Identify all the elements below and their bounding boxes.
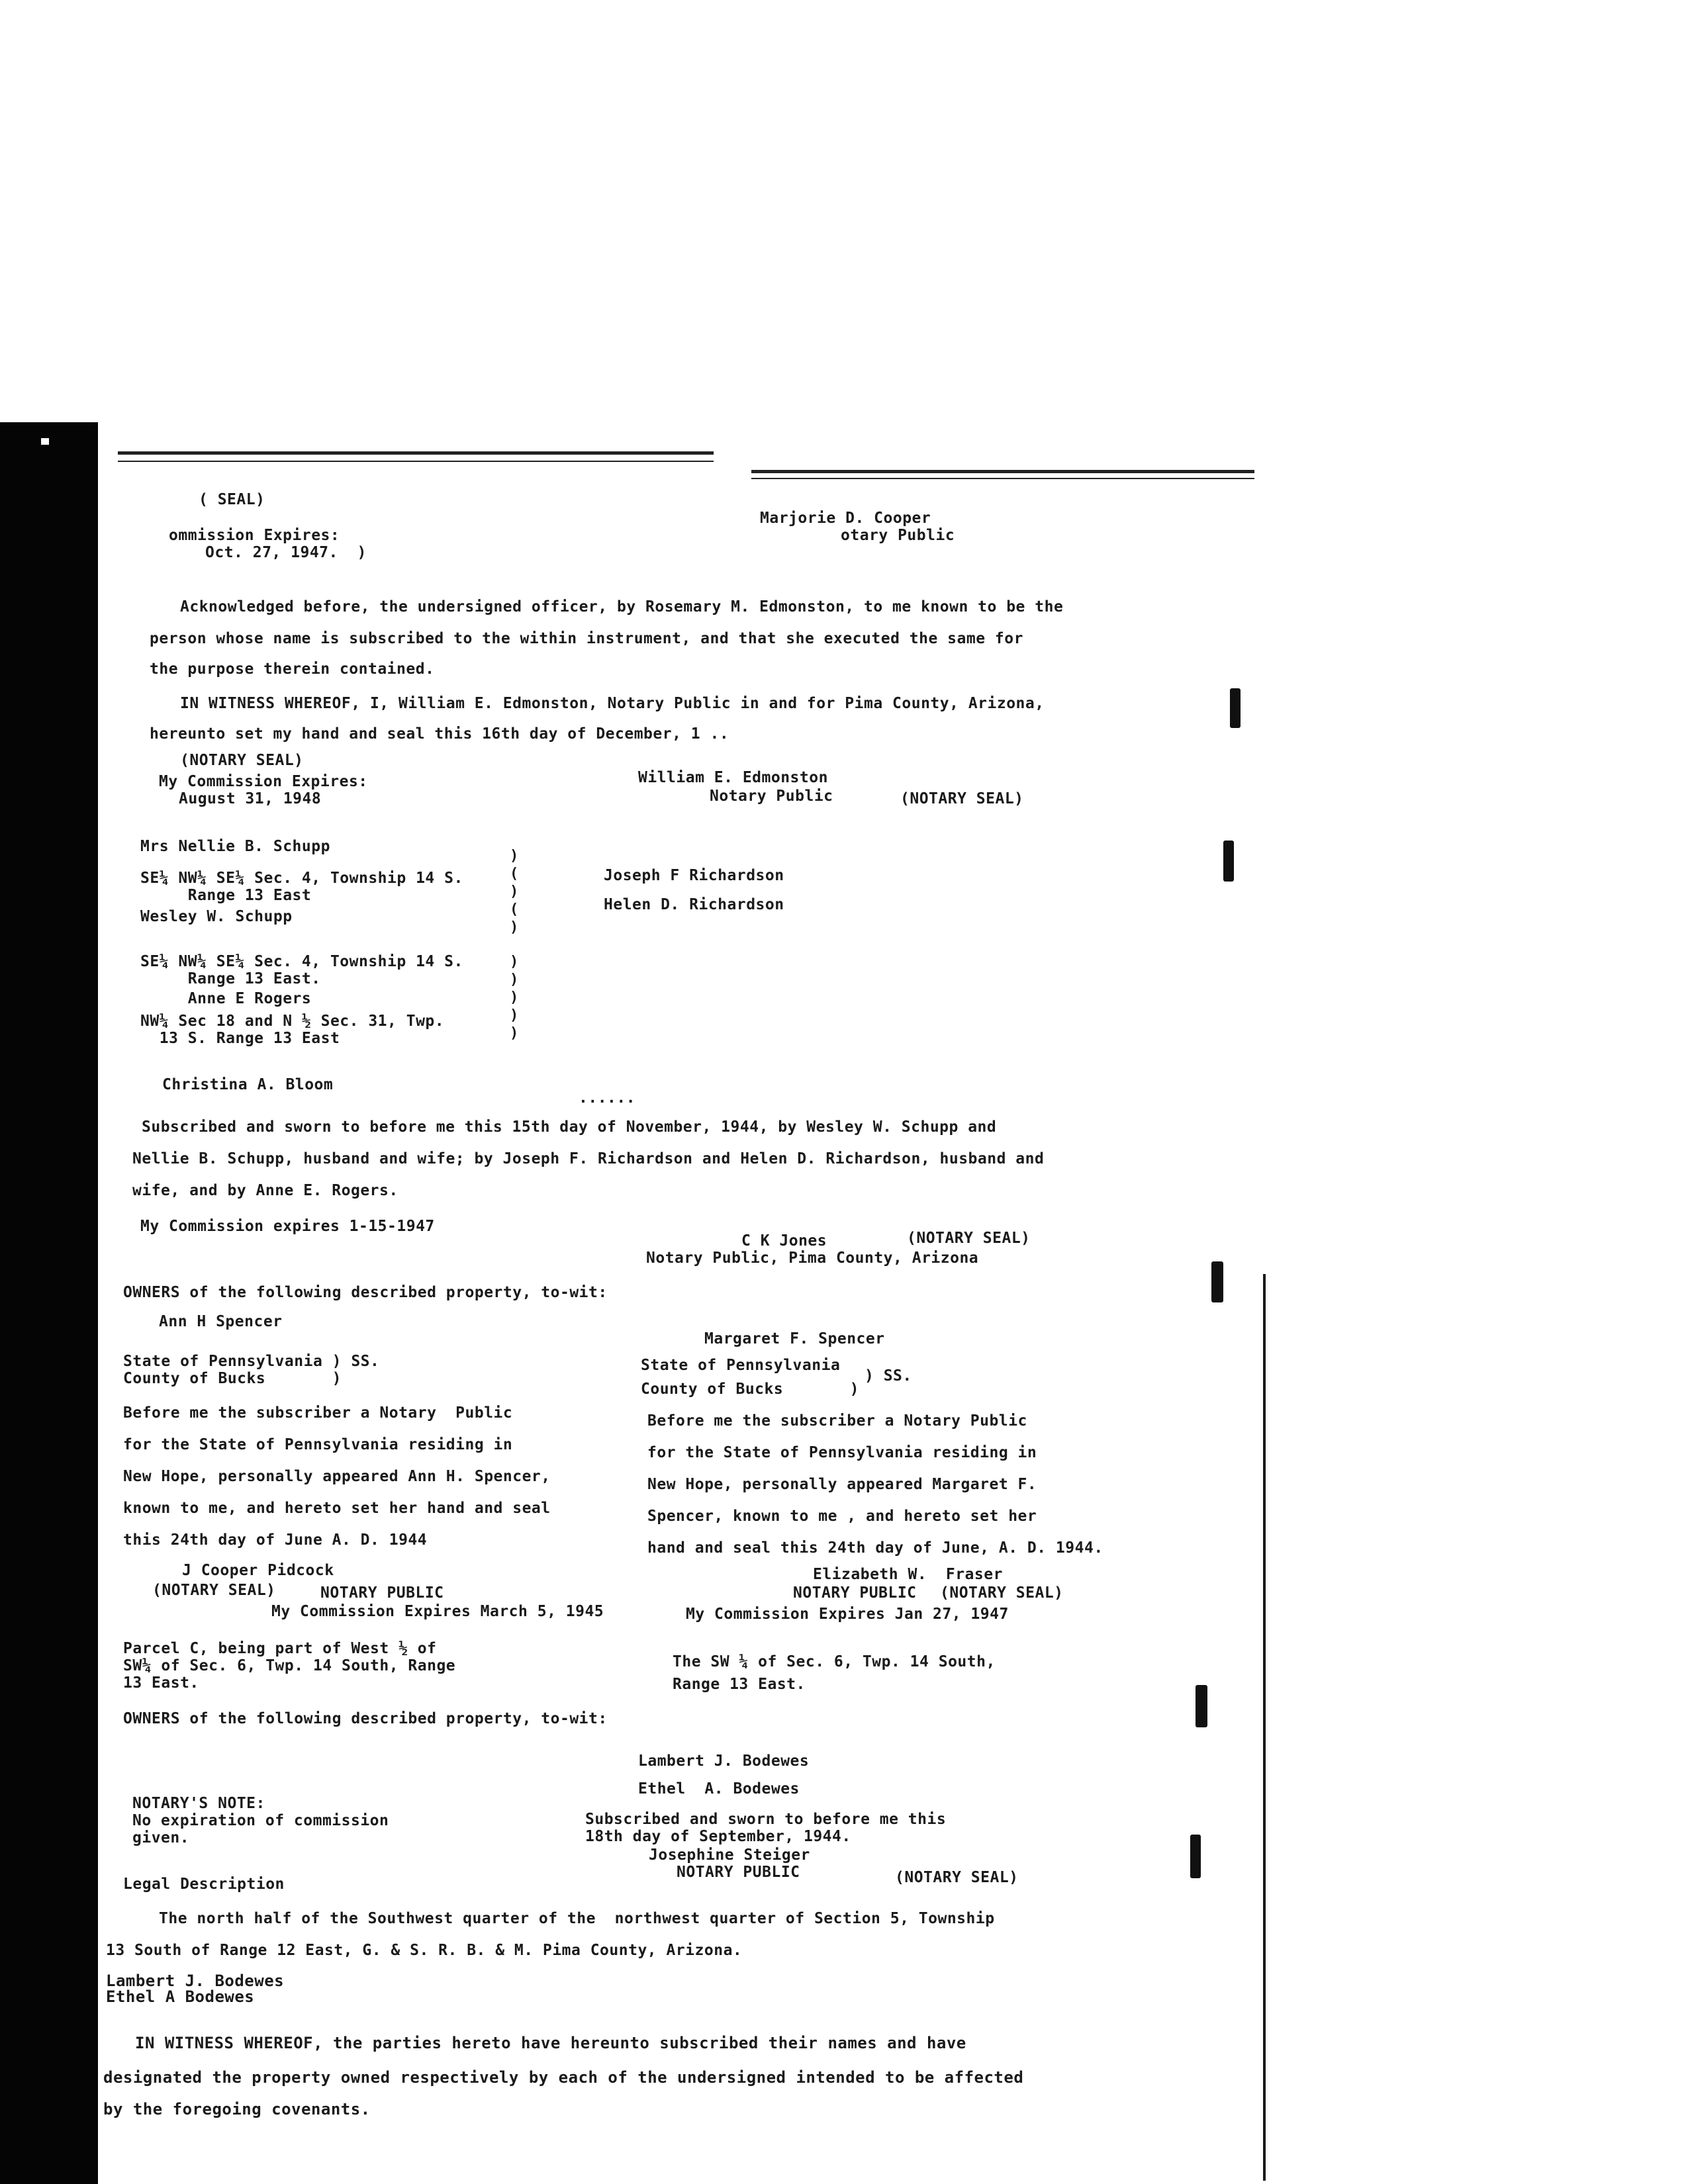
top-rule-right <box>751 470 1254 473</box>
notary-seal: (NOTARY SEAL) <box>900 790 1024 807</box>
top-rule-right-thin <box>751 478 1254 479</box>
notary-body-line: New Hope, personally appeared Ann H. Spencer, <box>123 1468 551 1485</box>
notary-seal: (NOTARY SEAL) <box>895 1869 1019 1886</box>
sworn-line-3: wife, and by Anne E. Rogers. <box>132 1182 399 1199</box>
margin-mark <box>1230 688 1241 728</box>
scan-right-edge-line <box>1263 1274 1266 2181</box>
top-rule-left <box>118 451 714 455</box>
signature-line: Lambert J. Bodewes <box>106 1972 285 1990</box>
schupp-line: Wesley W. Schupp <box>140 908 293 925</box>
commission-label: ommission Expires: <box>169 527 340 544</box>
final-line-1: IN WITNESS WHEREOF, the parties hereto have hereunto subscribed their names and have <box>135 2034 966 2052</box>
signer-name: Christina A. Bloom <box>162 1076 334 1093</box>
scan-edge-shadow <box>0 422 98 2184</box>
signer-name: Margaret F. Spencer <box>704 1330 885 1347</box>
notary-body-line: this 24th day of June A. D. 1944 <box>123 1531 428 1549</box>
notary-body-line: New Hope, personally appeared Margaret F. <box>647 1476 1037 1493</box>
state-line: State of Pennsylvania ) SS. <box>123 1353 380 1370</box>
notary-name: J Cooper Pidcock <box>182 1562 334 1579</box>
state-line: State of Pennsylvania <box>641 1357 841 1374</box>
notary-name: C K Jones <box>741 1232 827 1250</box>
notary-seal: (NOTARY SEAL) <box>907 1230 1031 1247</box>
schupp-line: Mrs Nellie B. Schupp <box>140 838 330 855</box>
notary-body-line: Spencer, known to me , and hereto set her <box>647 1508 1037 1525</box>
signer-name: Ethel A. Bodewes <box>638 1780 800 1797</box>
seal-label: (NOTARY SEAL) <box>180 752 304 769</box>
signer-name: Ann H Spencer <box>159 1313 283 1330</box>
signer-name: Joseph F Richardson <box>604 867 784 884</box>
legal-line-1: The north half of the Southwest quarter of the northwest quarter of Section 5, Township <box>159 1910 995 1927</box>
commission-label: My Commission Expires March 5, 1945 <box>271 1603 604 1620</box>
notary-note: NOTARY'S NOTE: <box>132 1795 265 1812</box>
margin-mark <box>1190 1835 1201 1878</box>
ss-mark: ) SS. <box>865 1367 912 1385</box>
schupp-line: 13 S. Range 13 East <box>140 1030 340 1047</box>
sworn-line-1: Subscribed and sworn to before me this 15th day of November, 1944, by Wesley W. Schupp and <box>142 1118 997 1136</box>
commission-label: My Commission Expires: <box>159 773 368 790</box>
notary-body-line: known to me, and hereto set her hand and seal <box>123 1500 551 1517</box>
notary-body-line: for the State of Pennsylvania residing in <box>123 1436 513 1453</box>
notary-seal: (NOTARY SEAL) <box>152 1582 276 1599</box>
ack-line-3: the purpose therein contained. <box>150 660 435 678</box>
schupp-line: SE¼ NW¼ SE¼ Sec. 4, Township 14 S. <box>140 870 463 887</box>
parcel-line: Parcel C, being part of West ½ of <box>123 1640 437 1657</box>
notary-name: William E. Edmonston <box>638 769 828 786</box>
notary-body-line: Before me the subscriber a Notary Public <box>647 1412 1027 1430</box>
owners-heading: OWNERS of the following described property, to-wit: <box>123 1284 608 1301</box>
schupp-line: SE¼ NW¼ SE¼ Sec. 4, Township 14 S. <box>140 953 463 970</box>
sworn-line: 18th day of September, 1944. <box>585 1828 851 1845</box>
notary-name: Marjorie D. Cooper <box>760 510 931 527</box>
witness-line-2: hereunto set my hand and seal this 16th day of December, 1 .. <box>150 725 729 743</box>
notary-note: No expiration of commission <box>132 1812 389 1829</box>
notary-name: Josephine Steiger <box>649 1846 810 1864</box>
seal-label: ( SEAL) <box>199 491 265 508</box>
schupp-line: NW¼ Sec 18 and N ½ Sec. 31, Twp. <box>140 1013 445 1030</box>
parcel-line: SW¼ of Sec. 6, Twp. 14 South, Range <box>123 1657 456 1674</box>
commission-date: Oct. 27, 1947. ) <box>205 544 367 561</box>
commission-label: My Commission expires 1-15-1947 <box>140 1218 435 1235</box>
notary-body-line: for the State of Pennsylvania residing in <box>647 1444 1037 1461</box>
notary-title: NOTARY PUBLIC <box>320 1584 444 1602</box>
county-line: County of Bucks ) <box>123 1370 342 1387</box>
parcel-line: Range 13 East. <box>673 1676 806 1693</box>
top-rule-left-thin <box>118 461 714 462</box>
scan-edge-notch <box>41 438 49 445</box>
signer-name: Helen D. Richardson <box>604 896 784 913</box>
notary-body-line: hand and seal this 24th day of June, A. D. 1944. <box>647 1539 1103 1557</box>
ack-line-2: person whose name is subscribed to the within instrument, and that she executed the same for <box>150 630 1023 647</box>
parcel-line: 13 East. <box>123 1674 199 1692</box>
commission-label: My Commission Expires Jan 27, 1947 <box>686 1606 1009 1623</box>
sworn-line: Subscribed and sworn to before me this <box>585 1811 947 1828</box>
legal-line-2: 13 South of Range 12 East, G. & S. R. B. & M. Pima County, Arizona. <box>106 1942 743 1959</box>
brace-decoration: ) ) ) ) ) <box>510 954 519 1042</box>
notary-name: Elizabeth W. Fraser <box>813 1566 1003 1583</box>
margin-mark <box>1211 1261 1223 1302</box>
legal-heading: Legal Description <box>123 1876 285 1893</box>
notary-body-line: Before me the subscriber a Notary Public <box>123 1404 513 1422</box>
owners-heading: OWNERS of the following described property, to-wit: <box>123 1710 608 1727</box>
notary-title: NOTARY PUBLIC <box>793 1584 917 1602</box>
notary-title: NOTARY PUBLIC <box>677 1864 800 1881</box>
commission-date: August 31, 1948 <box>179 790 322 807</box>
brace-decoration: ) ( ) ( ) <box>510 848 519 936</box>
signer-name: Lambert J. Bodewes <box>638 1752 810 1770</box>
final-line-2: designated the property owned respectively by each of the undersigned intended to be affected <box>103 2068 1024 2087</box>
margin-mark <box>1223 841 1234 882</box>
ack-line-1: Acknowledged before, the undersigned officer, by Rosemary M. Edmonston, to me known to be the <box>180 598 1064 615</box>
notary-seal: (NOTARY SEAL) <box>940 1584 1064 1602</box>
sworn-line-2: Nellie B. Schupp, husband and wife; by Joseph F. Richardson and Helen D. Richardson, husband and <box>132 1150 1045 1167</box>
schupp-line: Range 13 East. <box>140 970 321 987</box>
schupp-line: Anne E Rogers <box>140 990 312 1007</box>
separator-dots: ...... <box>579 1089 636 1107</box>
schupp-line: Range 13 East <box>140 887 312 904</box>
signature-line: Ethel A Bodewes <box>106 1987 255 2006</box>
notary-note: given. <box>132 1829 190 1846</box>
notary-title: Notary Public <box>710 788 833 805</box>
final-line-3: by the foregoing covenants. <box>103 2100 371 2118</box>
parcel-line: The SW ¼ of Sec. 6, Twp. 14 South, <box>673 1653 996 1670</box>
witness-line-1: IN WITNESS WHEREOF, I, William E. Edmonston, Notary Public in and for Pima County, Arizona, <box>180 695 1045 712</box>
county-line: County of Bucks ) <box>641 1381 859 1398</box>
notary-title: otary Public <box>841 527 955 544</box>
margin-mark <box>1196 1685 1207 1727</box>
notary-title: Notary Public, Pima County, Arizona <box>646 1250 979 1267</box>
